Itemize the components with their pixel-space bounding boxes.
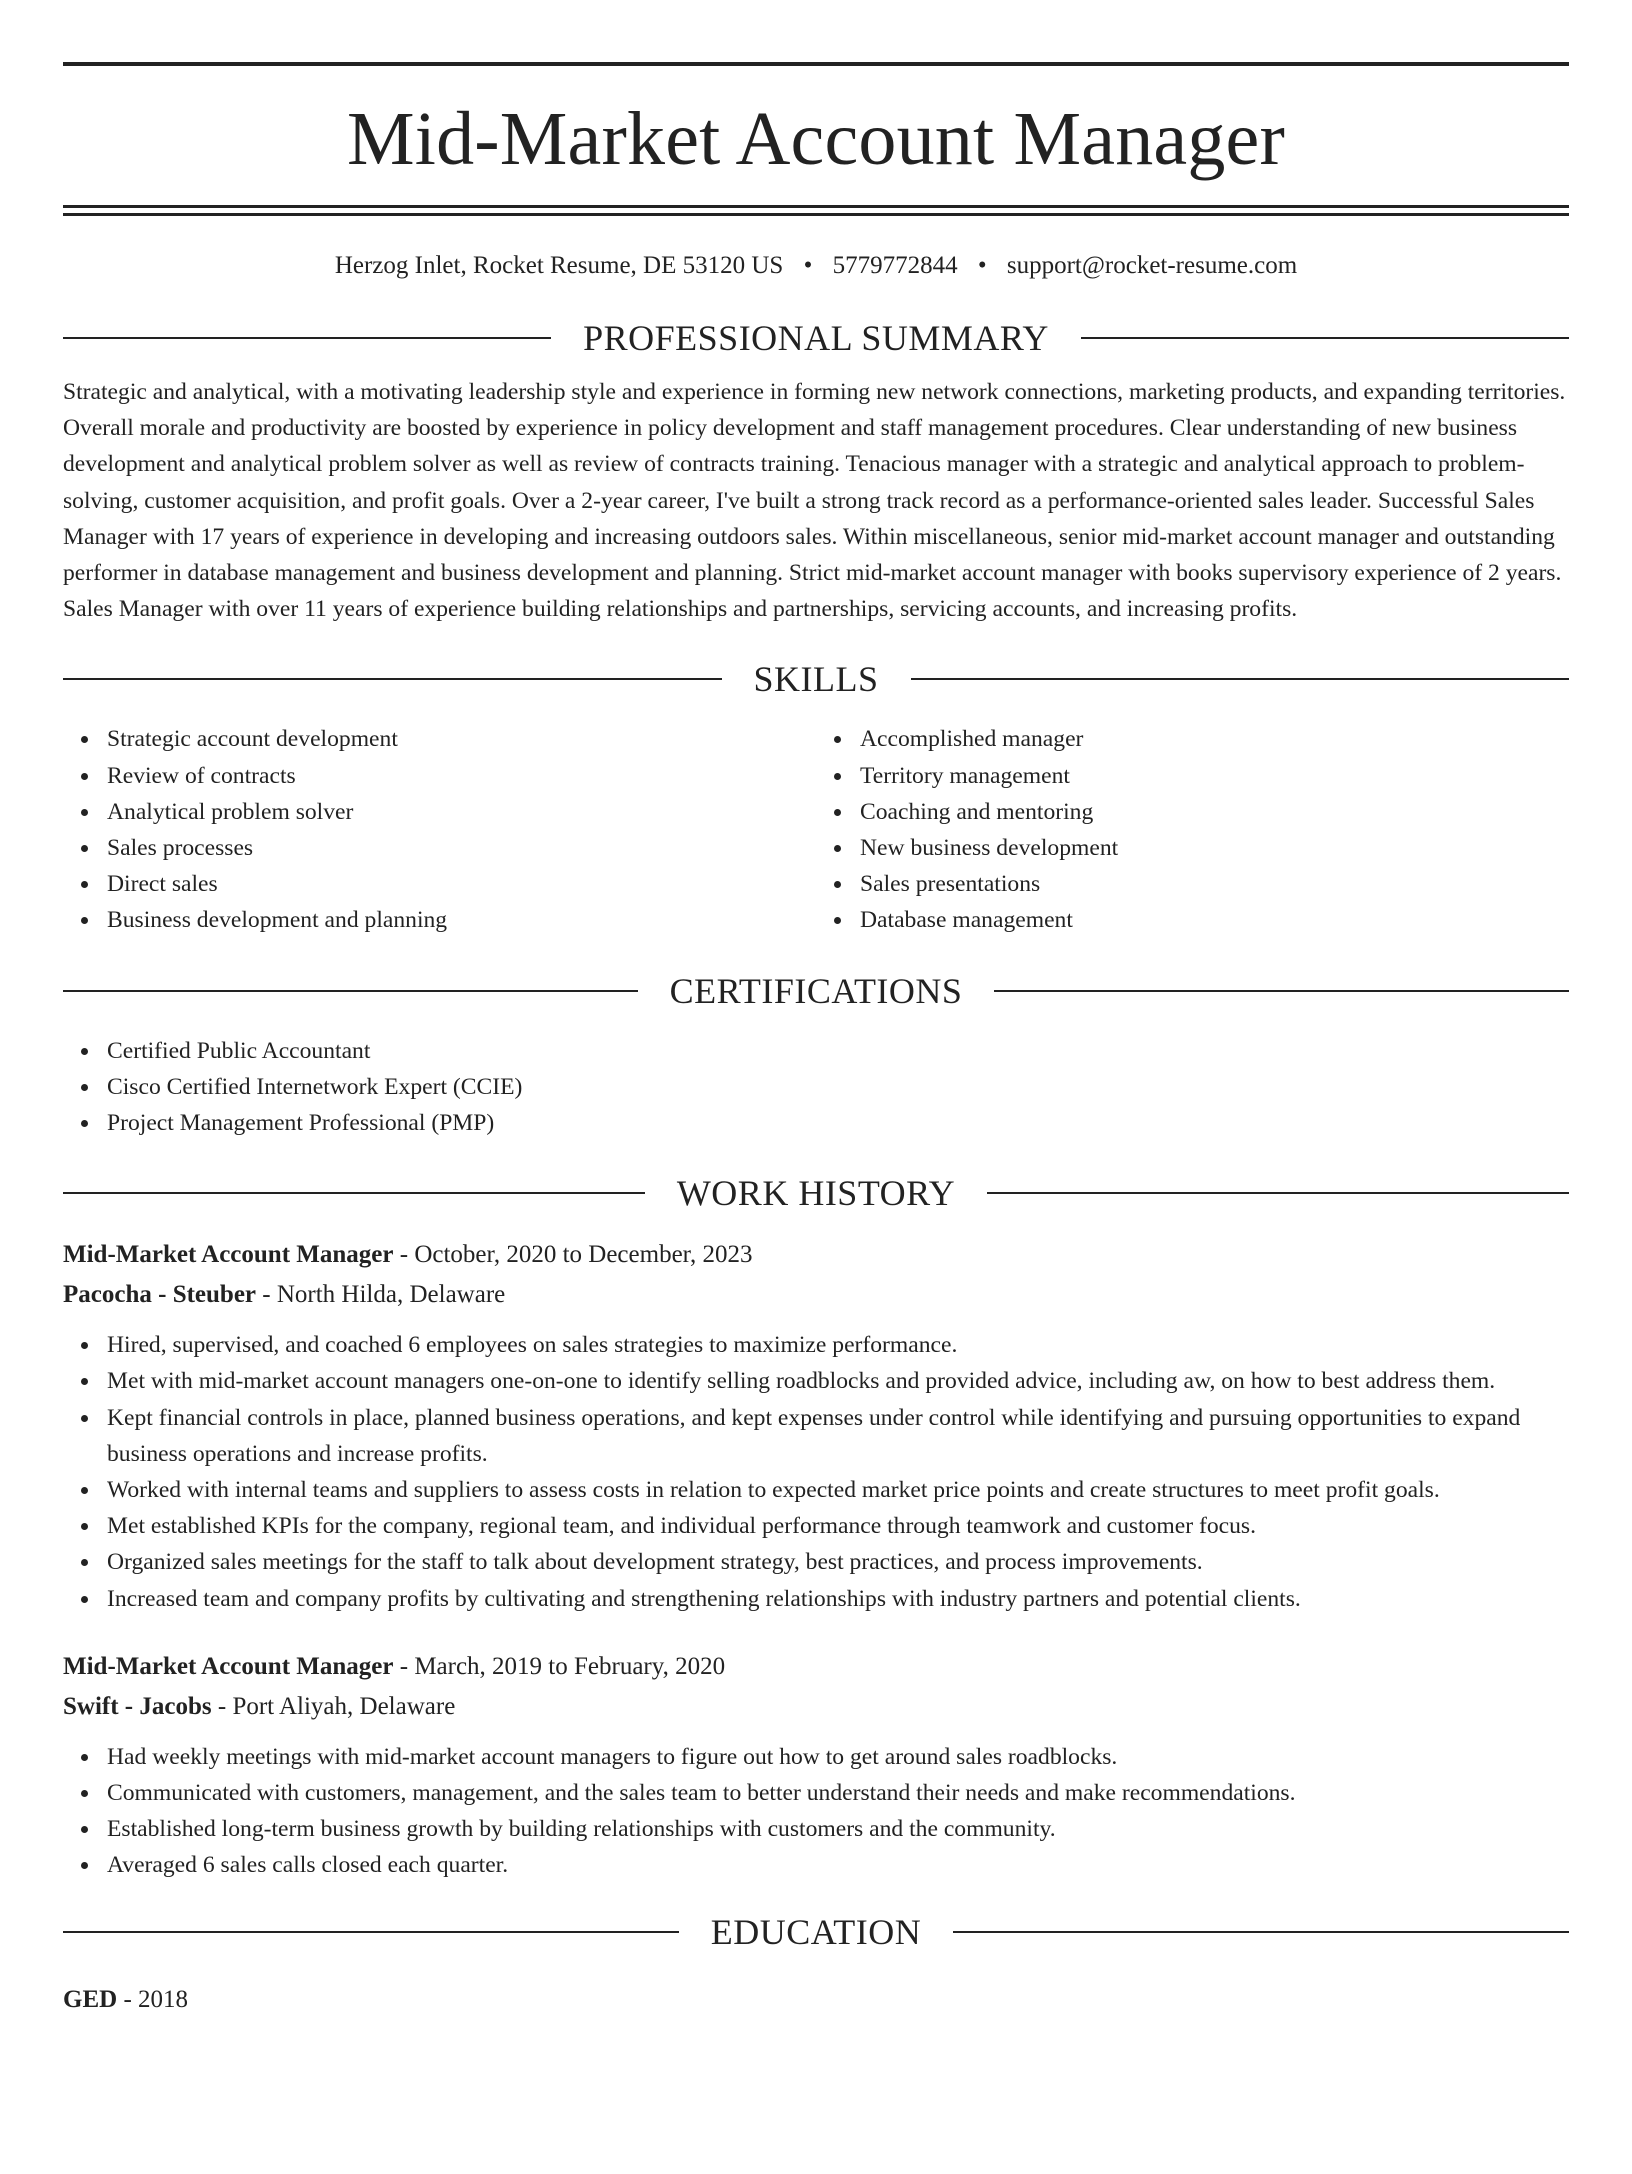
skill-item: Database management bbox=[860, 902, 1569, 938]
skill-item: Strategic account development bbox=[107, 721, 816, 757]
section-rule bbox=[994, 990, 1569, 992]
summary-heading: PROFESSIONAL SUMMARY bbox=[583, 318, 1049, 358]
contact-separator: • bbox=[803, 252, 813, 279]
certification-item: Project Management Professional (PMP) bbox=[107, 1105, 1569, 1141]
certification-item: Cisco Certified Internetwork Expert (CCIE) bbox=[107, 1069, 1569, 1105]
job-bullet: Averaged 6 sales calls closed each quarter. bbox=[107, 1847, 1569, 1883]
job-entry bbox=[63, 1235, 1569, 1617]
skill-item: Business development and planning bbox=[107, 902, 816, 938]
education-entry: GED - 2018 bbox=[63, 1985, 189, 2013]
double-rule bbox=[63, 205, 1569, 216]
job-bullets bbox=[63, 1327, 1569, 1617]
certifications-list bbox=[63, 1033, 1569, 1142]
job-bullets bbox=[63, 1739, 1569, 1884]
job-company-line: Pacocha - Steuber - North Hilda, Delaware bbox=[63, 1281, 506, 1309]
work-history-section-title bbox=[63, 1173, 1569, 1214]
candidate-name: Mid-Market Account Manager bbox=[346, 97, 1286, 181]
skill-item: Review of contracts bbox=[107, 758, 816, 794]
section-rule bbox=[987, 1192, 1569, 1194]
section-rule bbox=[911, 678, 1570, 680]
education-degree: GED bbox=[63, 1985, 118, 2013]
job-role: Mid-Market Account Manager bbox=[63, 1241, 394, 1269]
contact-separator: • bbox=[977, 252, 987, 279]
skills-right-list bbox=[816, 721, 1569, 938]
job-bullet: Worked with internal teams and suppliers to assess costs in relation to expected market price points and create structures to meet profit goals. bbox=[107, 1472, 1569, 1508]
section-rule bbox=[1081, 337, 1569, 339]
job-title-line: Mid-Market Account Manager - October, 2020 to December, 2023 bbox=[63, 1241, 753, 1269]
summary-section-title bbox=[63, 320, 1569, 356]
contact-address: Herzog Inlet, Rocket Resume, DE 53120 US bbox=[334, 252, 784, 279]
top-rule bbox=[63, 62, 1569, 66]
skill-item: Analytical problem solver bbox=[107, 794, 816, 830]
job-company-line: Swift - Jacobs - Port Aliyah, Delaware bbox=[63, 1692, 456, 1720]
section-rule bbox=[63, 1192, 645, 1194]
education-heading: EDUCATION bbox=[710, 1911, 922, 1952]
job-location: North Hilda, Delaware bbox=[276, 1281, 506, 1309]
job-bullet: Kept financial controls in place, planned business operations, and kept expenses under control while identifying and pursuing opportunities to expand business operations and increase profits. bbox=[107, 1400, 1569, 1472]
skills-section-title bbox=[63, 659, 1569, 700]
education-section-title bbox=[63, 1911, 1569, 1952]
certifications-section-title bbox=[63, 970, 1569, 1011]
job-title-line: Mid-Market Account Manager - March, 2019 to February, 2020 bbox=[63, 1652, 726, 1680]
section-rule bbox=[63, 1931, 679, 1933]
skill-item: Coaching and mentoring bbox=[860, 794, 1569, 830]
section-rule bbox=[63, 678, 722, 680]
job-dates: March, 2019 to February, 2020 bbox=[414, 1652, 726, 1680]
job-dates: October, 2020 to December, 2023 bbox=[414, 1241, 753, 1269]
job-bullet: Had weekly meetings with mid-market account managers to figure out how to get around sales roadblocks. bbox=[107, 1739, 1569, 1775]
skill-item: Direct sales bbox=[107, 866, 816, 902]
skill-item: New business development bbox=[860, 830, 1569, 866]
contact-email: support@rocket-resume.com bbox=[1006, 252, 1298, 279]
skills-left-list bbox=[63, 721, 816, 938]
job-company: Swift - Jacobs bbox=[63, 1692, 212, 1720]
section-rule bbox=[953, 1931, 1569, 1933]
education-year: 2018 bbox=[138, 1985, 189, 2013]
job-role: Mid-Market Account Manager bbox=[63, 1652, 394, 1680]
job-bullet: Communicated with customers, management, and the sales team to better understand their needs and make recommendations. bbox=[107, 1775, 1569, 1811]
job-bullet: Hired, supervised, and coached 6 employees on sales strategies to maximize performance. bbox=[107, 1327, 1569, 1363]
job-company: Pacocha - Steuber bbox=[63, 1281, 257, 1309]
job-bullet: Met with mid-market account managers one-on-one to identify selling roadblocks and provided advice, including aw, on how to best address them. bbox=[107, 1363, 1569, 1399]
contact-line bbox=[63, 248, 1569, 284]
job-bullet: Organized sales meetings for the staff to talk about development strategy, best practices, and process improvements. bbox=[107, 1544, 1569, 1580]
certifications-heading: CERTIFICATIONS bbox=[669, 970, 963, 1011]
certification-item: Certified Public Accountant bbox=[107, 1033, 1569, 1069]
skill-item: Sales processes bbox=[107, 830, 816, 866]
summary-text: Strategic and analytical, with a motivating leadership style and experience in forming new network connections, marketing products, and expanding territories. Overall morale and productivity are boosted by experience in policy development and staff management procedures. Clear understanding of new business development and analytical problem solver as well as review of contracts training. Tenacious manager with a strategic and analytical approach to problem-solving, customer acquisition, and profit goals. Over a 2-year career, I've built a strong track record as a performance-oriented sales leader. Successful Sales Manager with 17 years of experience in developing and increasing outdoors sales. Within miscellaneous, senior mid-market account manager and outstanding performer in database management and business development and planning. Strict mid-market account manager with books supervisory experience of 2 years. Sales Manager with over 11 years of experience building relationships and partnerships, servicing accounts, and increasing profits. bbox=[63, 379, 1566, 623]
skill-item: Sales presentations bbox=[860, 866, 1569, 902]
resume-page bbox=[0, 62, 1632, 2174]
job-bullet: Established long-term business growth by building relationships with customers and the community. bbox=[107, 1811, 1569, 1847]
job-entry bbox=[63, 1647, 1569, 1884]
skill-item: Accomplished manager bbox=[860, 721, 1569, 757]
job-location: Port Aliyah, Delaware bbox=[232, 1692, 456, 1720]
skills-heading: SKILLS bbox=[753, 659, 879, 700]
contact-phone: 5779772844 bbox=[832, 252, 958, 279]
job-bullet: Met established KPIs for the company, regional team, and individual performance through teamwork and customer focus. bbox=[107, 1508, 1569, 1544]
job-bullet: Increased team and company profits by cultivating and strengthening relationships with industry partners and potential clients. bbox=[107, 1581, 1569, 1617]
skills-columns bbox=[63, 721, 1569, 938]
section-rule bbox=[63, 990, 638, 992]
work-history-heading: WORK HISTORY bbox=[676, 1173, 956, 1214]
section-rule bbox=[63, 337, 551, 339]
skill-item: Territory management bbox=[860, 758, 1569, 794]
